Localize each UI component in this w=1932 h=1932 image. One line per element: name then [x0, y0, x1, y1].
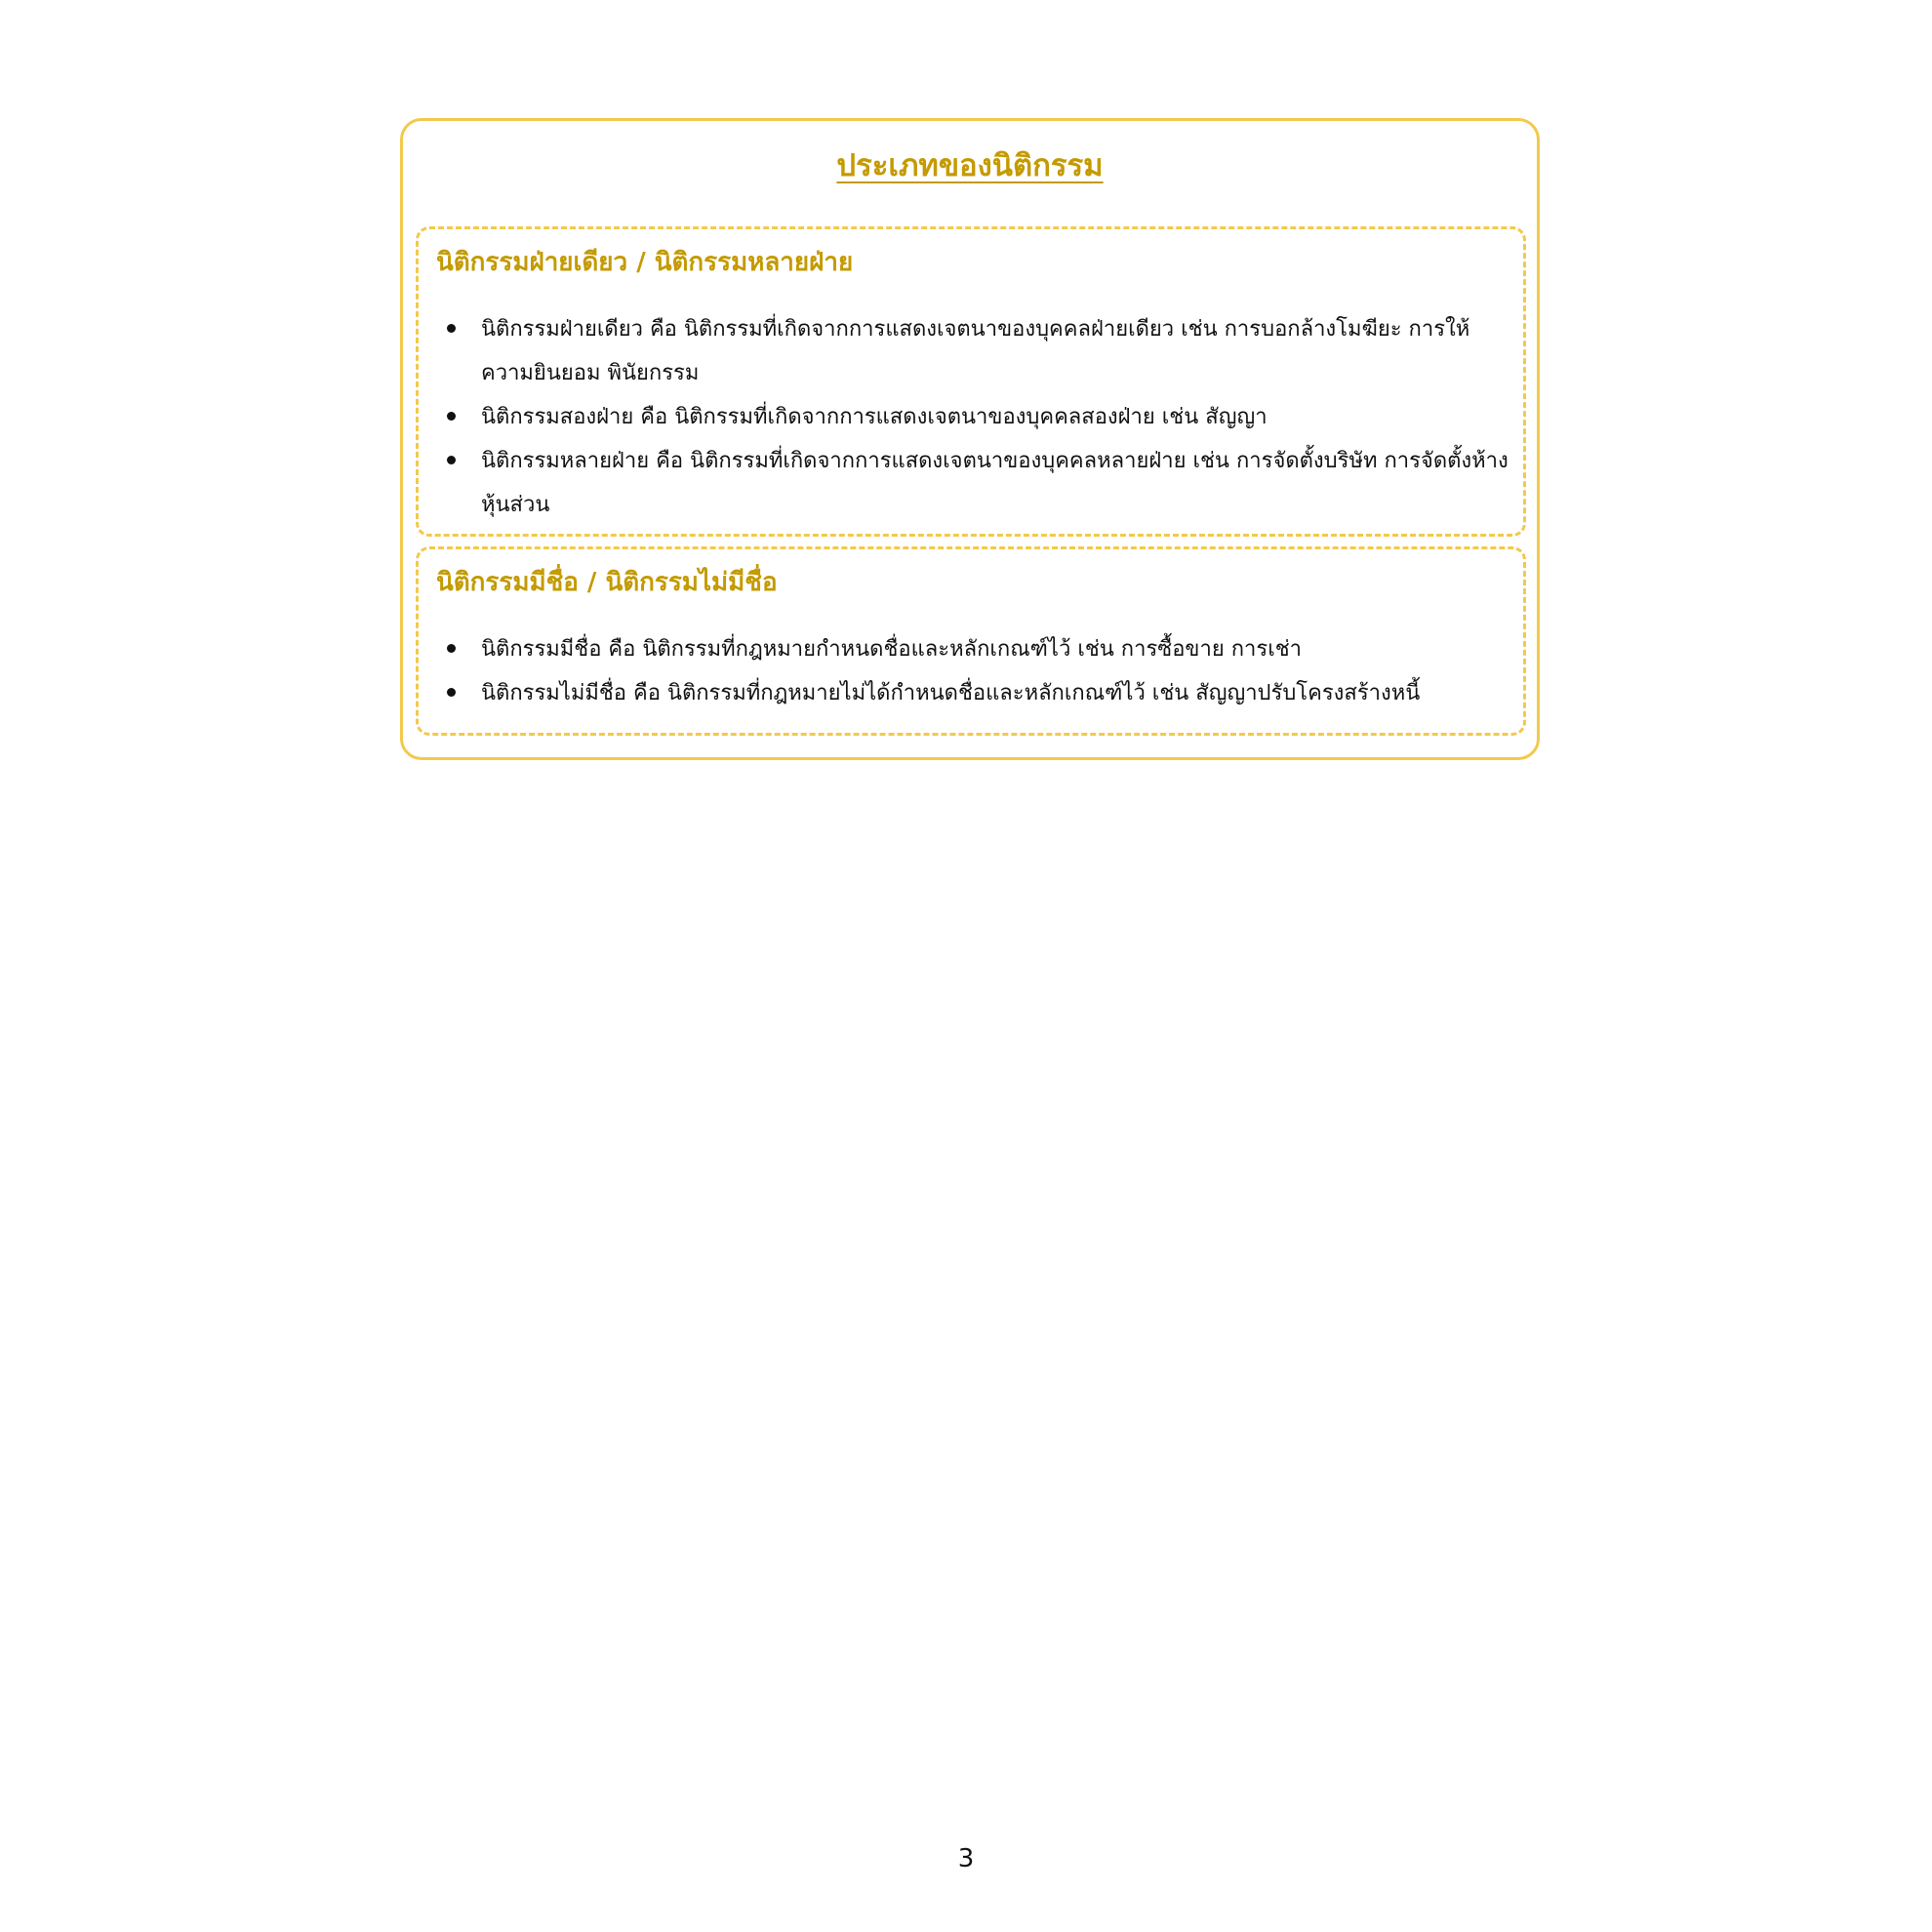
- list-item-text: นิติกรรมสองฝ่าย คือ นิติกรรมที่เกิดจากการแสดงเจตนาของบุคคลสองฝ่าย เช่น สัญญา: [481, 405, 1268, 429]
- list-item: [442, 439, 1509, 527]
- list-item: [442, 307, 1509, 395]
- list-item: [442, 627, 1509, 671]
- list-item: [442, 395, 1509, 439]
- bullet-list: [442, 307, 1509, 527]
- section-heading: นิติกรรมฝ่ายเดียว / นิติกรรมหลายฝ่าย: [436, 248, 854, 277]
- bullet-dot-icon: [447, 644, 456, 653]
- bullet-dot-icon: [447, 412, 456, 421]
- bullet-list: [442, 627, 1509, 715]
- bullet-dot-icon: [447, 456, 456, 464]
- bullet-dot-icon: [447, 688, 456, 697]
- bullet-dot-icon: [447, 324, 456, 333]
- list-item-text: นิติกรรมฝ่ายเดียว คือ นิติกรรมที่เกิดจากการแสดงเจตนาของบุคคลฝ่ายเดียว เช่น การบอกล้างโมฆียะ การให้ความยินยอม พินัยกรรม: [481, 317, 1470, 385]
- section-named-unnamed: [416, 546, 1526, 736]
- legal-act-types-card: [400, 118, 1540, 760]
- section-unilateral-multilateral: [416, 226, 1526, 537]
- list-item-text: นิติกรรมมีชื่อ คือ นิติกรรมที่กฎหมายกำหนดชื่อและหลักเกณฑ์ไว้ เช่น การซื้อขาย การเช่า: [481, 637, 1303, 662]
- list-item-text: นิติกรรมไม่มีชื่อ คือ นิติกรรมที่กฎหมายไม่ได้กำหนดชื่อและหลักเกณฑ์ไว้ เช่น สัญญาปรับโครงสร้างหนี้: [481, 681, 1421, 705]
- card-title: ประเภทของนิติกรรม: [836, 148, 1104, 183]
- list-item-text: นิติกรรมหลายฝ่าย คือ นิติกรรมที่เกิดจากการแสดงเจตนาของบุคคลหลายฝ่าย เช่น การจัดตั้งบริษัท การจัดตั้งห้างหุ้นส่วน: [481, 449, 1509, 517]
- section-heading: นิติกรรมมีชื่อ / นิติกรรมไม่มีชื่อ: [436, 568, 778, 597]
- page-number: 3: [957, 1844, 975, 1873]
- list-item: [442, 671, 1509, 715]
